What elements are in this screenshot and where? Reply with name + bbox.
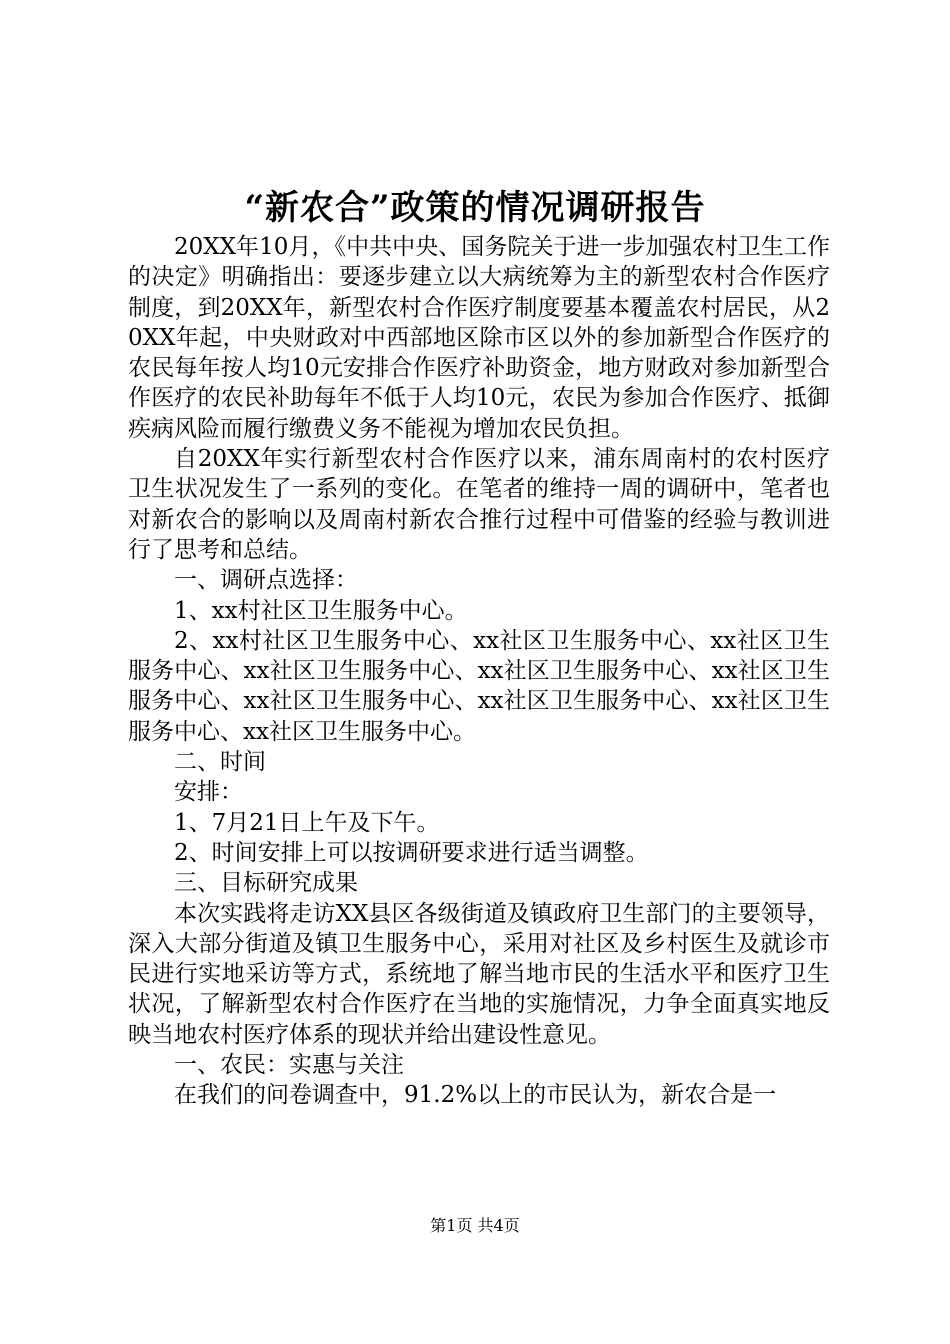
document-title: “新农合”政策的情况调研报告 [244,188,706,228]
heading-time: 二、时间 [174,749,266,776]
document-body [128,232,830,1111]
page-footer: 第1页 共4页 [430,1216,520,1235]
heading-arrangement: 安排： [174,779,243,806]
heading-farmers: 一、农民：实惠与关注 [174,1052,404,1079]
paragraph-policy-background: 20XX年10月，《中共中央、国务院关于进一步加强农村卫生工作的决定》明确指出：要逐步建立以大病统筹为主的新型农村合作医疗制度，到20XX年，新型农村合作医疗制度要基本覆盖农村居民，从20XX年起，中央财政对中西部地区除市区以外的参加新型合作医疗的农民每年按人均10元安排合作医疗补助资金，地方财政对参加新型合作医疗的农民补助每年不低于人均10元，农民为参加合作医疗、抵御疾病风险而履行缴费义务不能视为增加农民负担。 [128,234,830,442]
paragraph-survey-result: 在我们的问卷调查中，91.2%以上的市民认为，新农合是一 [174,1082,777,1109]
list-item-site-1: 1、xx村社区卫生服务中心。 [174,597,468,624]
list-item-time-2: 2、时间安排上可以按调研要求进行适当调整。 [174,839,649,866]
heading-target-results: 三、目标研究成果 [174,870,358,897]
list-item-site-2: 2、xx村社区卫生服务中心、xx社区卫生服务中心、xx社区卫生服务中心、xx社区卫生服务中心、xx社区卫生服务中心、xx社区卫生服务中心、xx社区卫生服务中心、xx社区卫生服务中心、xx社区卫生服务中心、xx社区卫生服务中心。 [128,627,830,745]
paragraph-practice-plan: 本次实践将走访XX县区各级街道及镇政府卫生部门的主要领导，深入大部分街道及镇卫生服务中心，采用对社区及乡村医生及就诊市民进行实地采访等方式，系统地了解当地市民的生活水平和医疗卫生状况，了解新型农村合作医疗在当地的实施情况，力争全面真实地反映当地农村医疗体系的现状并给出建设性意见。 [128,900,830,1048]
heading-site-selection: 一、调研点选择： [174,567,358,594]
list-item-time-1: 1、7月21日上午及下午。 [174,809,440,836]
paragraph-research-intro: 自20XX年实行新型农村合作医疗以来，浦东周南村的农村医疗卫生状况发生了一系列的变化。在笔者的维持一周的调研中，笔者也对新农合的影响以及周南村新农合推行过程中可借鉴的经验与教训进行了思考和总结。 [128,446,830,563]
